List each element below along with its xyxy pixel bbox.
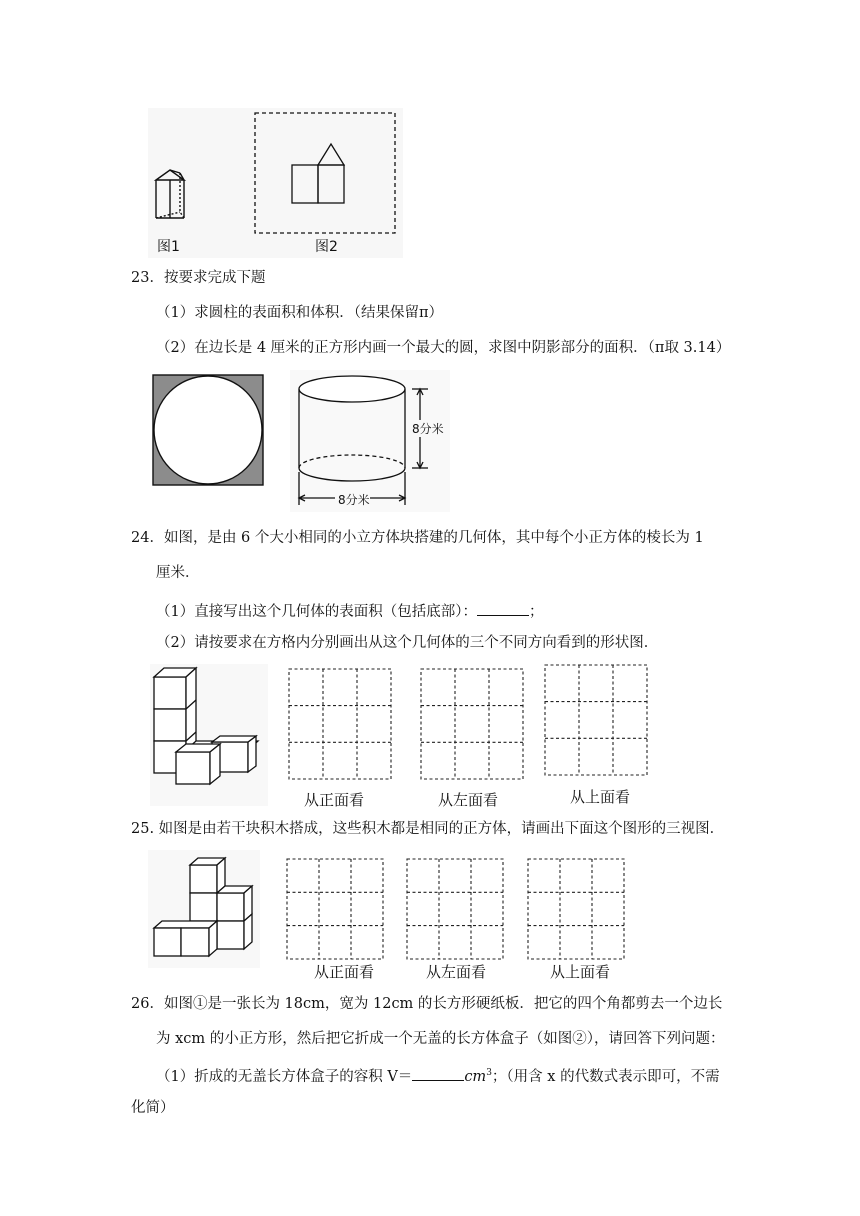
q24-part1-text: （1）直接写出这个几何体的表面积（包括底部）： xyxy=(156,604,477,620)
square-circle-figure xyxy=(152,374,264,486)
q24-cube-solid-figure xyxy=(150,664,268,806)
q26-part1-text: （1）折成的无盖长方体盒子的容积 V＝ xyxy=(156,1069,413,1085)
q24-front-view-grid xyxy=(288,668,392,780)
q25-left-label: 从左面看 xyxy=(426,963,487,981)
q25-left-view-grid xyxy=(406,858,504,960)
fig1-caption: 图1 xyxy=(157,239,180,255)
q25-line1: 25. 如图是由若干块积木搭成，这些积木都是相同的正方体，请画出下面这个图形的三视图． xyxy=(131,821,725,837)
q23-title: 23．按要求完成下题 xyxy=(131,270,266,286)
q24-front-label: 从正面看 xyxy=(304,791,365,809)
q24-answer-blank[interactable] xyxy=(477,601,529,616)
q26-line1: 26．如图①是一张长为 18cm，宽为 12cm 的长方形硬纸板．把它的四个角都剪去一个边长 xyxy=(131,996,723,1012)
house-view-figure xyxy=(254,112,396,234)
cylinder-height-label: 8分米 xyxy=(412,422,444,436)
q24-part2: （2）请按要求在方格内分别画出从这个几何体的三个不同方向看到的形状图． xyxy=(156,635,659,651)
q25-front-label: 从正面看 xyxy=(314,963,375,981)
q24-line1: 24．如图，是由 6 个大小相同的小立方体块搭建的几何体，其中每个小正方体的棱长为 1 xyxy=(131,530,704,546)
q23-part1: （1）求圆柱的表面积和体积．（结果保留π） xyxy=(156,305,444,321)
q26-part1 xyxy=(156,1066,720,1085)
q26-answer-blank[interactable] xyxy=(412,1066,464,1081)
q24-top-label: 从上面看 xyxy=(570,788,631,806)
q25-top-view-grid xyxy=(527,858,625,960)
q26-part1-line2: 化简） xyxy=(131,1100,175,1116)
q25-top-label: 从上面看 xyxy=(550,963,611,981)
q26-part1-note: ；（用含 x 的代数式表示即可，不需 xyxy=(491,1069,720,1085)
q24-top-view-grid xyxy=(544,664,648,776)
fig2-caption: 图2 xyxy=(315,239,338,255)
q26-unit-exponent: 3 xyxy=(486,1068,492,1079)
cylinder-diameter-label: 8分米 xyxy=(338,493,370,507)
q26-unit: cm xyxy=(464,1069,487,1085)
q24-left-view-grid xyxy=(420,668,524,780)
q25-front-view-grid xyxy=(286,858,384,960)
cylinder-figure xyxy=(290,370,450,512)
q24-line2: 厘米． xyxy=(156,565,200,581)
q24-left-label: 从左面看 xyxy=(438,791,499,809)
q26-line2: 为 xcm 的小正方形，然后把它折成一个无盖的长方体盒子（如图②），请回答下列问题： xyxy=(156,1031,725,1047)
q25-cube-solid-figure xyxy=(148,850,260,968)
q24-part1 xyxy=(156,601,543,620)
q23-part2: （2）在边长是 4 厘米的正方形内画一个最大的圆，求图中阴影部分的面积．（π取 3.14） xyxy=(156,340,731,356)
q24-part1-suffix: ； xyxy=(528,604,544,620)
